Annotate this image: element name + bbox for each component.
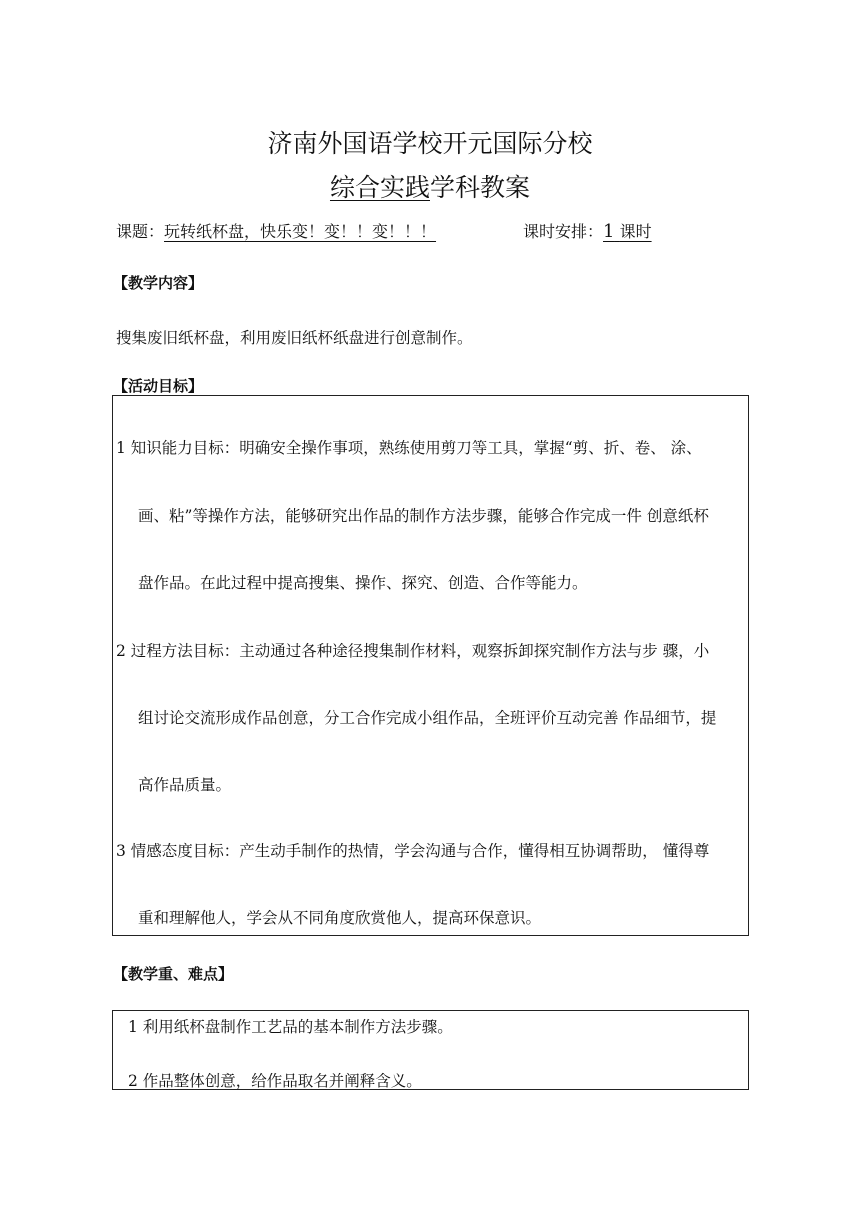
content-text: 搜集废旧纸杯盘，利用废旧纸杯纸盘进行创意制作。	[116, 329, 473, 347]
hours-number: 1	[603, 221, 615, 242]
objective-line: 画、粘”等操作方法，能够研究出作品的制作方法步骤，能够合作完成一件 创意纸杯	[138, 507, 709, 525]
document-title	[0, 168, 860, 204]
hours-value	[603, 222, 652, 241]
topic-value: 玩转纸杯盘，快乐变！变！！变！！！	[164, 222, 437, 241]
topic-label: 课题：	[116, 222, 165, 241]
content-heading: 【教学内容】	[113, 274, 204, 292]
topic-row	[116, 219, 436, 242]
objectives-heading: 【活动目标】	[113, 377, 204, 395]
objective-line: 组讨论交流形成作品创意，分工合作完成小组作品，全班评价互动完善 作品细节，提	[138, 709, 717, 727]
subject-name: 综合实践	[329, 173, 430, 202]
objective-line: 重和理解他人，学会从不同角度欣赏他人，提高环保意识。	[138, 909, 542, 927]
objective-line: 1 知识能力目标：明确安全操作事项，熟练使用剪刀等工具，掌握“剪、折、卷、 涂、	[116, 439, 702, 457]
keypoint-line: 2 作品整体创意，给作品取名并阐释含义。	[128, 1072, 422, 1090]
keypoints-heading: 【教学重、难点】	[113, 965, 234, 983]
hours-row	[523, 219, 652, 242]
document-type: 学科教案	[430, 173, 531, 202]
objective-line: 2 过程方法目标：主动通过各种途径搜集制作材料，观察拆卸探究制作方法与步 骤，小	[116, 642, 710, 660]
school-title: 济南外国语学校开元国际分校	[267, 129, 593, 158]
objective-line: 3 情感态度目标：产生动手制作的热情，学会沟通与合作，懂得相互协调帮助， 懂得尊	[116, 842, 710, 860]
hours-unit: 课时	[619, 222, 652, 241]
objective-line: 盘作品。在此过程中提高搜集、操作、探究、创造、合作等能力。	[138, 574, 588, 592]
keypoint-line: 1 利用纸杯盘制作工艺品的基本制作方法步骤。	[128, 1018, 453, 1036]
objective-line: 高作品质量。	[138, 776, 232, 794]
hours-label: 课时安排：	[523, 222, 604, 241]
